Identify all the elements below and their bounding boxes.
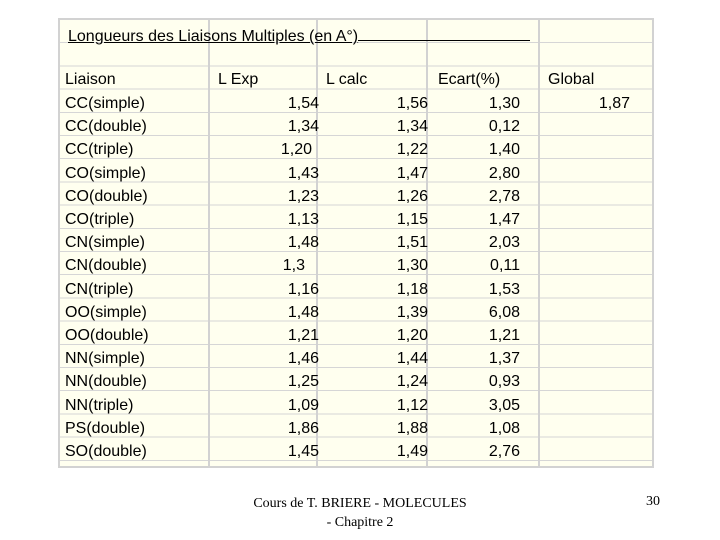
cell-liaison: CC(simple) xyxy=(65,95,145,112)
cell-ecart: 2,78 xyxy=(488,187,520,205)
cell-lcalc: 1,56 xyxy=(396,95,428,112)
cell-lcalc: 1,34 xyxy=(396,118,428,136)
cell-liaison: OO(double) xyxy=(65,327,149,344)
cell-ecart: 2,80 xyxy=(488,164,520,182)
cell-lcalc: 1,39 xyxy=(396,303,428,321)
cell-ecart: 1,30 xyxy=(488,95,520,112)
cell-lexp: 1,54 xyxy=(287,95,319,112)
cell-ecart: 2,03 xyxy=(488,234,520,252)
cell-lcalc: 1,47 xyxy=(396,164,428,182)
cell-liaison: NN(double) xyxy=(65,373,147,391)
cell-lexp: 1,13 xyxy=(287,211,319,228)
table-title: Longueurs des Liaisons Multiples (en A°) xyxy=(68,25,591,46)
cell-ecart: 1,37 xyxy=(488,350,520,368)
cell-ecart: 0,11 xyxy=(490,257,520,275)
cell-ecart: 1,40 xyxy=(488,141,520,159)
cell-lexp: 1,20 xyxy=(280,141,312,159)
header-lcalc: L calc xyxy=(326,71,368,88)
cell-lexp: 1,16 xyxy=(287,280,319,298)
cell-liaison: CO(simple) xyxy=(65,164,146,182)
cell-liaison: CO(triple) xyxy=(65,211,135,228)
header-lexp: L Exp xyxy=(218,71,259,88)
cell-lexp: 1,48 xyxy=(287,234,319,252)
cell-lexp: 1,21 xyxy=(287,327,319,344)
cell-lexp: 1,23 xyxy=(287,187,319,205)
cell-liaison: CN(simple) xyxy=(65,234,145,252)
cell-lcalc: 1,51 xyxy=(396,234,428,252)
cell-lcalc: 1,12 xyxy=(396,396,428,414)
cell-lcalc: 1,18 xyxy=(396,280,428,298)
cell-lcalc: 1,22 xyxy=(396,141,428,159)
cell-liaison: SO(double) xyxy=(65,443,147,460)
cell-liaison: CC(triple) xyxy=(65,141,134,159)
cell-lcalc: 1,88 xyxy=(396,419,428,437)
cell-lexp: 1,86 xyxy=(287,419,319,437)
page-number: 30 xyxy=(646,494,660,509)
cell-lexp: 1,43 xyxy=(287,164,319,182)
cell-liaison: CC(double) xyxy=(65,118,147,136)
cell-lexp: 1,46 xyxy=(287,350,319,368)
cell-lcalc: 1,30 xyxy=(396,257,428,275)
cell-lexp: 1,45 xyxy=(287,443,319,460)
cell-ecart: 3,05 xyxy=(488,396,520,414)
header-liaison: Liaison xyxy=(65,71,116,88)
header-ecart: Ecart(%) xyxy=(438,71,501,88)
cell-lexp: 1,25 xyxy=(287,373,319,391)
cell-lexp: 1,3 xyxy=(282,257,305,275)
cell-lcalc: 1,15 xyxy=(396,211,428,228)
cell-lexp: 1,48 xyxy=(287,303,319,321)
cell-ecart: 6,08 xyxy=(488,303,520,321)
footer-line-1: Cours de T. BRIERE - MOLECULES xyxy=(253,496,467,511)
cell-liaison: NN(triple) xyxy=(65,396,134,414)
column-divider xyxy=(538,20,540,466)
cell-ecart: 0,12 xyxy=(488,118,520,136)
cell-lcalc: 1,44 xyxy=(396,350,428,368)
cell-lcalc: 1,24 xyxy=(396,373,428,391)
cell-lexp: 1,09 xyxy=(287,396,319,414)
cell-liaison: CN(triple) xyxy=(65,280,134,298)
cell-lcalc: 1,26 xyxy=(396,187,428,205)
cell-ecart: 1,21 xyxy=(488,327,520,344)
cell-liaison: OO(simple) xyxy=(65,303,147,321)
cell-ecart: 1,08 xyxy=(488,419,520,437)
cell-ecart: 1,47 xyxy=(488,211,520,228)
cell-liaison: NN(simple) xyxy=(65,350,145,368)
cell-global: 1,87 xyxy=(598,95,630,112)
cell-liaison: PS(double) xyxy=(65,419,146,437)
column-divider xyxy=(208,20,210,466)
header-global: Global xyxy=(548,71,595,88)
cell-ecart: 2,76 xyxy=(488,443,520,460)
cell-ecart: 1,53 xyxy=(488,280,520,298)
footer-text xyxy=(240,494,480,532)
cell-lcalc: 1,20 xyxy=(396,327,428,344)
cell-liaison: CO(double) xyxy=(65,187,148,205)
cell-lexp: 1,34 xyxy=(287,118,319,136)
cell-lcalc: 1,49 xyxy=(396,443,428,460)
cell-liaison: CN(double) xyxy=(65,257,147,275)
footer-line-2: - Chapitre 2 xyxy=(326,515,394,530)
cell-ecart: 0,93 xyxy=(488,373,520,391)
